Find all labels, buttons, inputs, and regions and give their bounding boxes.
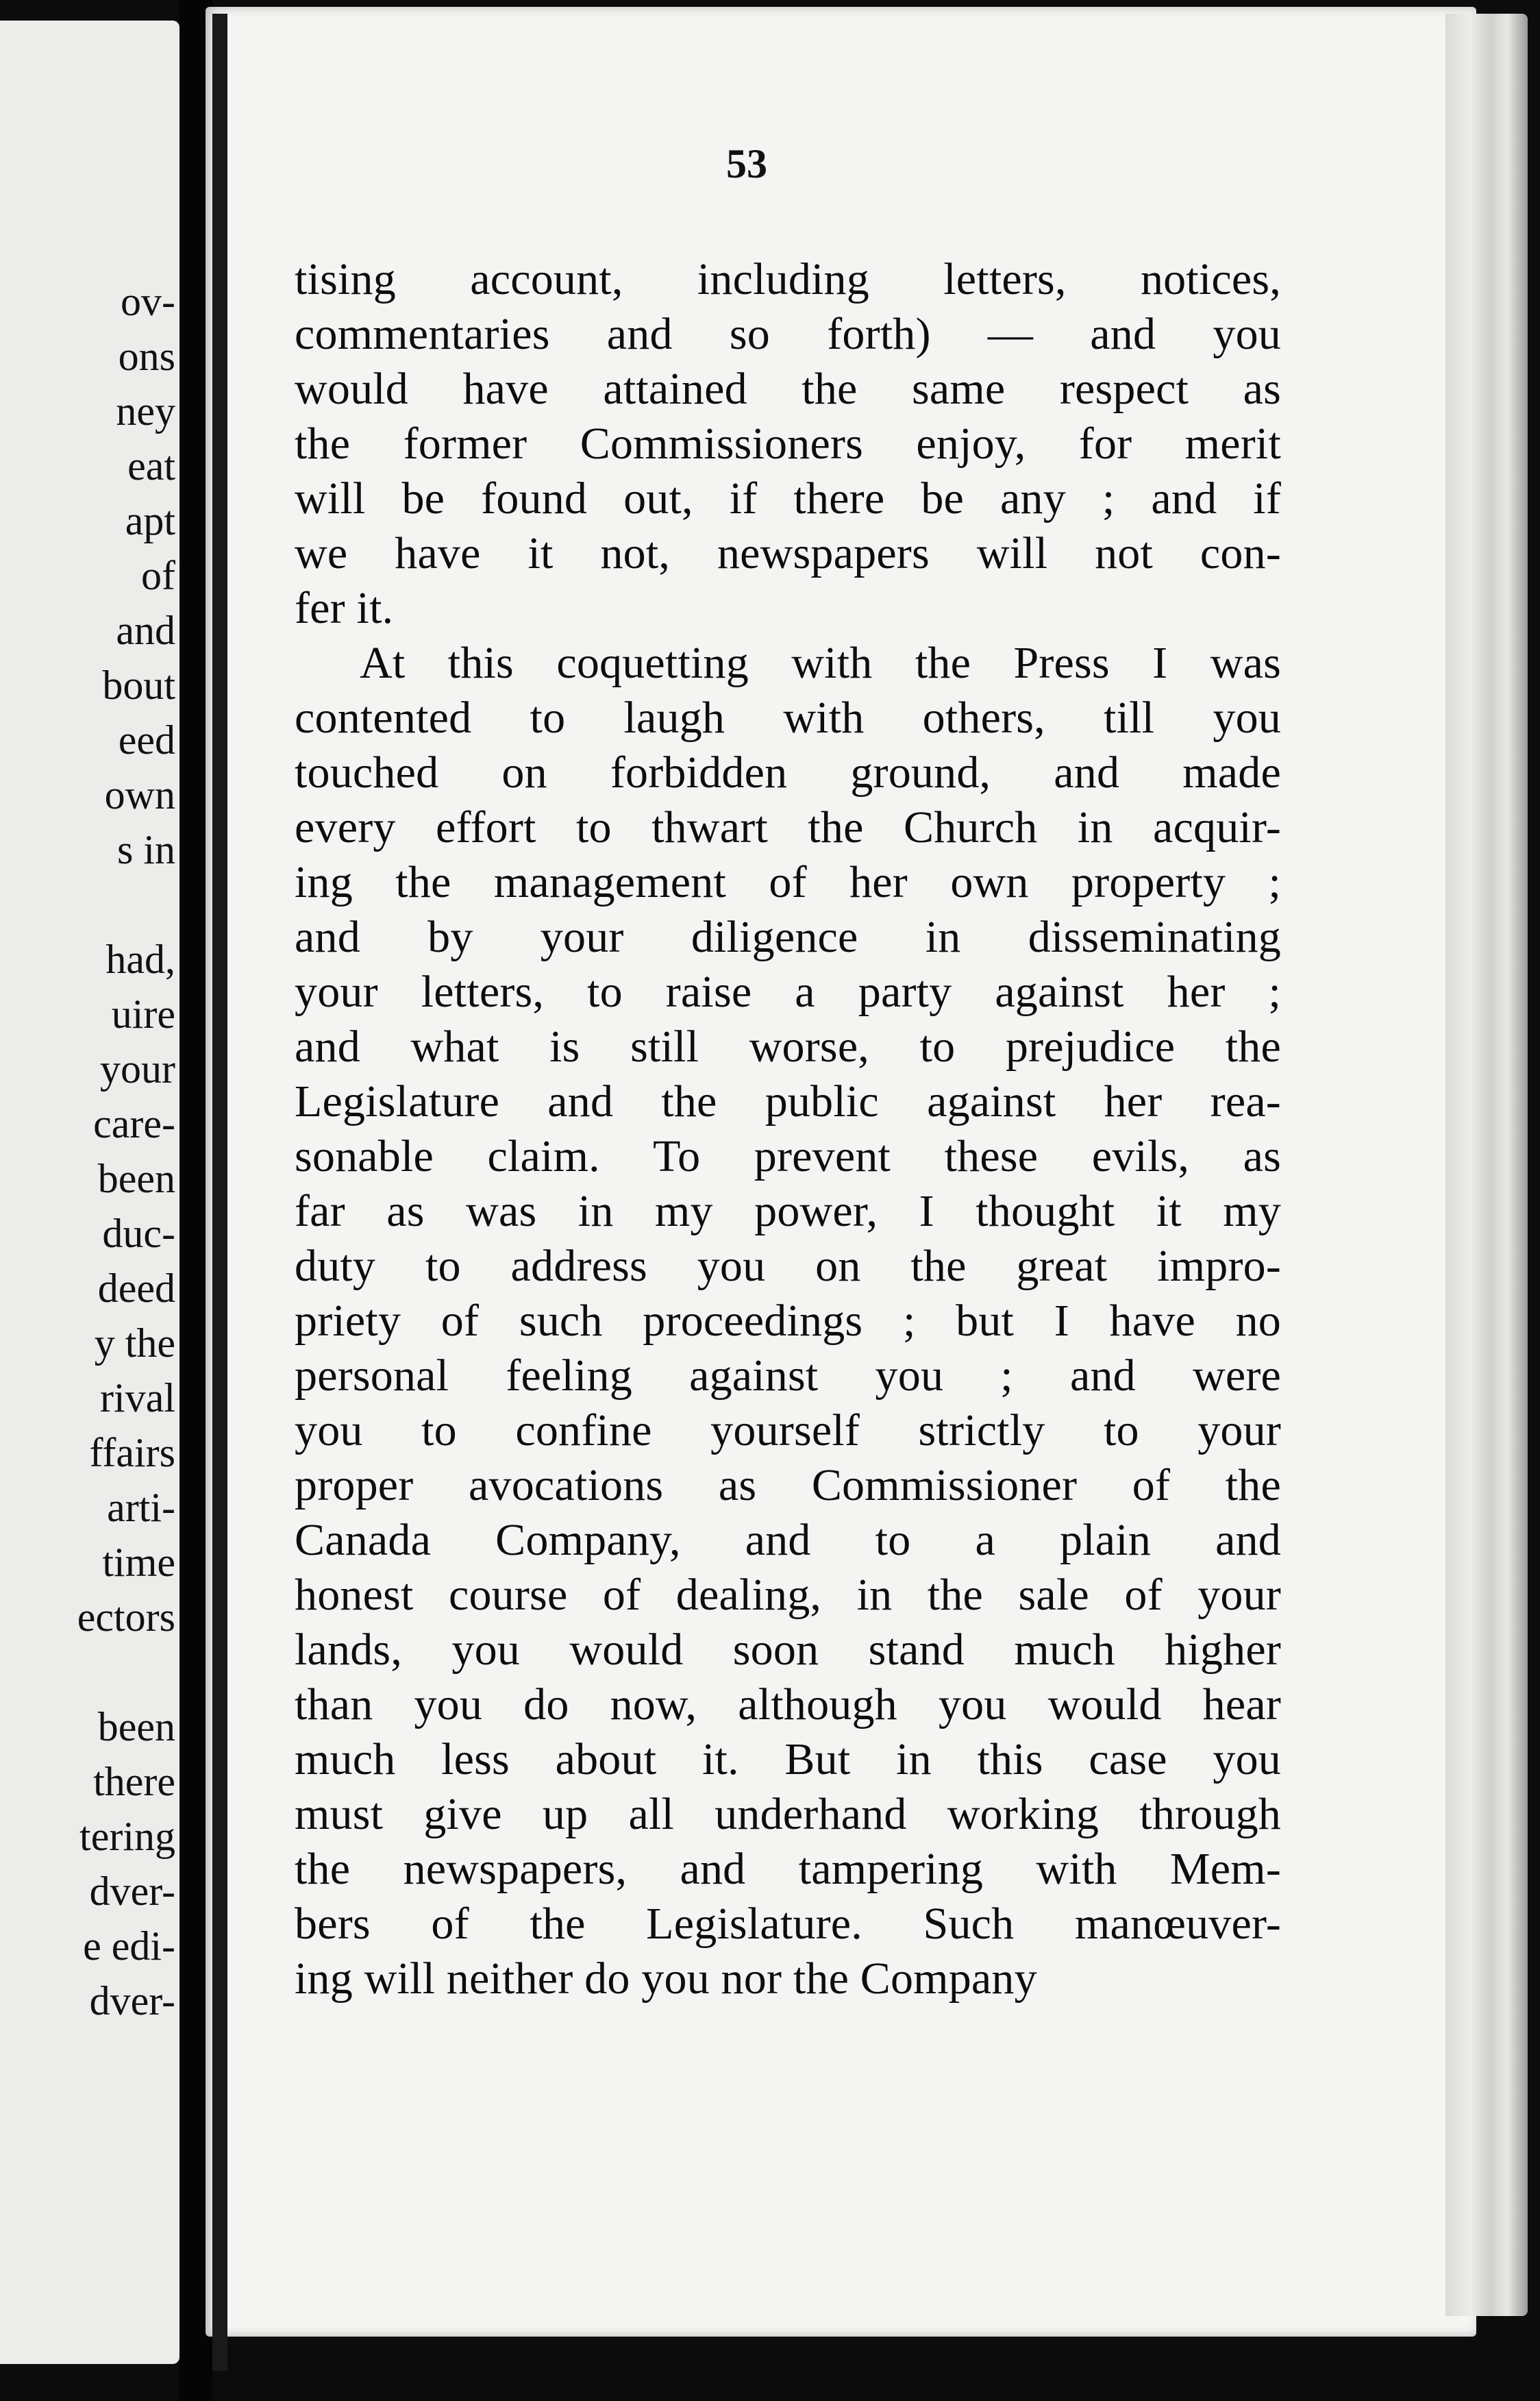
text-line: Canada Company, and to a plain and bbox=[295, 1515, 1281, 1565]
left-page-text-fragment: duc- bbox=[102, 1211, 175, 1256]
left-page-text-fragment: eat bbox=[127, 443, 175, 489]
text-line: you to confine yourself strictly to your bbox=[295, 1405, 1281, 1455]
text-line: your letters, to raise a party against her ; bbox=[295, 967, 1281, 1017]
text-line: than you do now, although you would hear bbox=[295, 1679, 1281, 1729]
text-line: touched on forbidden ground, and made bbox=[295, 748, 1281, 798]
text-line: ing will neither do you nor the Company bbox=[295, 1954, 1037, 2004]
text-line: fer it. bbox=[295, 583, 394, 633]
text-line: personal feeling against you ; and were bbox=[295, 1351, 1281, 1401]
left-page-text-fragment: ov- bbox=[121, 279, 175, 324]
left-page-text-fragment: tering bbox=[79, 1814, 175, 1859]
left-page-text-fragment: y the bbox=[94, 1320, 175, 1366]
page-edges bbox=[1445, 14, 1528, 2316]
left-page-text-fragment: of bbox=[141, 553, 175, 598]
text-line: tising account, including letters, notices, bbox=[295, 254, 1281, 304]
left-page-text-fragment: s in bbox=[116, 827, 175, 872]
left-page-text-fragment: been bbox=[97, 1704, 175, 1749]
gutter-shadow bbox=[212, 14, 227, 2371]
left-page-text-fragment: ffairs bbox=[89, 1430, 175, 1475]
text-line: lands, you would soon stand much higher bbox=[295, 1625, 1281, 1675]
left-page-text-fragment: rival bbox=[100, 1375, 175, 1420]
left-page-text-fragment: ectors bbox=[77, 1594, 175, 1640]
text-line: the former Commissioners enjoy, for merit bbox=[295, 419, 1281, 469]
left-page-text-fragment: there bbox=[93, 1759, 175, 1804]
left-page-text-fragment: own bbox=[104, 772, 175, 817]
text-line: and what is still worse, to prejudice the bbox=[295, 1022, 1281, 1072]
text-line: and by your diligence in disseminating bbox=[295, 912, 1281, 962]
text-line: much less about it. But in this case you bbox=[295, 1734, 1281, 1784]
left-facing-page bbox=[0, 21, 179, 2364]
left-page-text-fragment: apt bbox=[125, 498, 175, 543]
text-line: honest course of dealing, in the sale of your bbox=[295, 1570, 1281, 1620]
left-page-text-fragment: uire bbox=[111, 992, 175, 1037]
left-page-text-fragment: been bbox=[97, 1156, 175, 1201]
text-line: would have attained the same respect as bbox=[295, 364, 1281, 414]
text-line: proper avocations as Commissioner of the bbox=[295, 1460, 1281, 1510]
left-page-text-fragment: ons bbox=[118, 334, 175, 379]
text-line: bers of the Legislature. Such manœuver- bbox=[295, 1899, 1281, 1949]
text-line: sonable claim. To prevent these evils, as bbox=[295, 1131, 1281, 1181]
left-page-text-fragment: dver- bbox=[89, 1869, 175, 1914]
text-line: the newspapers, and tampering with Mem- bbox=[295, 1844, 1281, 1894]
text-line: ing the management of her own property ; bbox=[295, 857, 1281, 907]
left-page-text-fragment: eed bbox=[118, 717, 175, 763]
left-page-text-fragment: arti- bbox=[107, 1485, 175, 1530]
text-line: far as was in my power, I thought it my bbox=[295, 1186, 1281, 1236]
text-line: every effort to thwart the Church in acquir- bbox=[295, 802, 1281, 852]
text-line: contented to laugh with others, till you bbox=[295, 693, 1281, 743]
left-page-text-fragment: deed bbox=[97, 1266, 175, 1311]
text-line: priety of such proceedings ; but I have no bbox=[295, 1296, 1281, 1346]
page-number: 53 bbox=[726, 141, 767, 186]
left-page-text-fragment: dver- bbox=[89, 1978, 175, 2023]
body-text bbox=[295, 252, 1281, 2006]
text-line: duty to address you on the great impro- bbox=[295, 1241, 1281, 1291]
left-page-text-fragment: had, bbox=[105, 937, 175, 982]
left-page-text-fragment: and bbox=[116, 608, 175, 653]
left-page-text-fragment: ney bbox=[116, 389, 175, 434]
left-page-text-fragment: your bbox=[100, 1046, 175, 1092]
text-line: Legislature and the public against her rea- bbox=[295, 1076, 1281, 1126]
text-line: At this coquetting with the Press I was bbox=[360, 638, 1281, 688]
left-page-text-fragment: care- bbox=[93, 1101, 175, 1146]
left-page-text-fragment: time bbox=[102, 1540, 175, 1585]
text-line: will be found out, if there be any ; and if bbox=[295, 473, 1281, 524]
text-line: must give up all underhand working through bbox=[295, 1789, 1281, 1839]
left-page-text-fragment: e edi- bbox=[83, 1923, 175, 1969]
left-page-text-fragment: bout bbox=[102, 663, 175, 708]
text-line: we have it not, newspapers will not con- bbox=[295, 528, 1281, 578]
text-line: commentaries and so forth) — and you bbox=[295, 309, 1281, 359]
